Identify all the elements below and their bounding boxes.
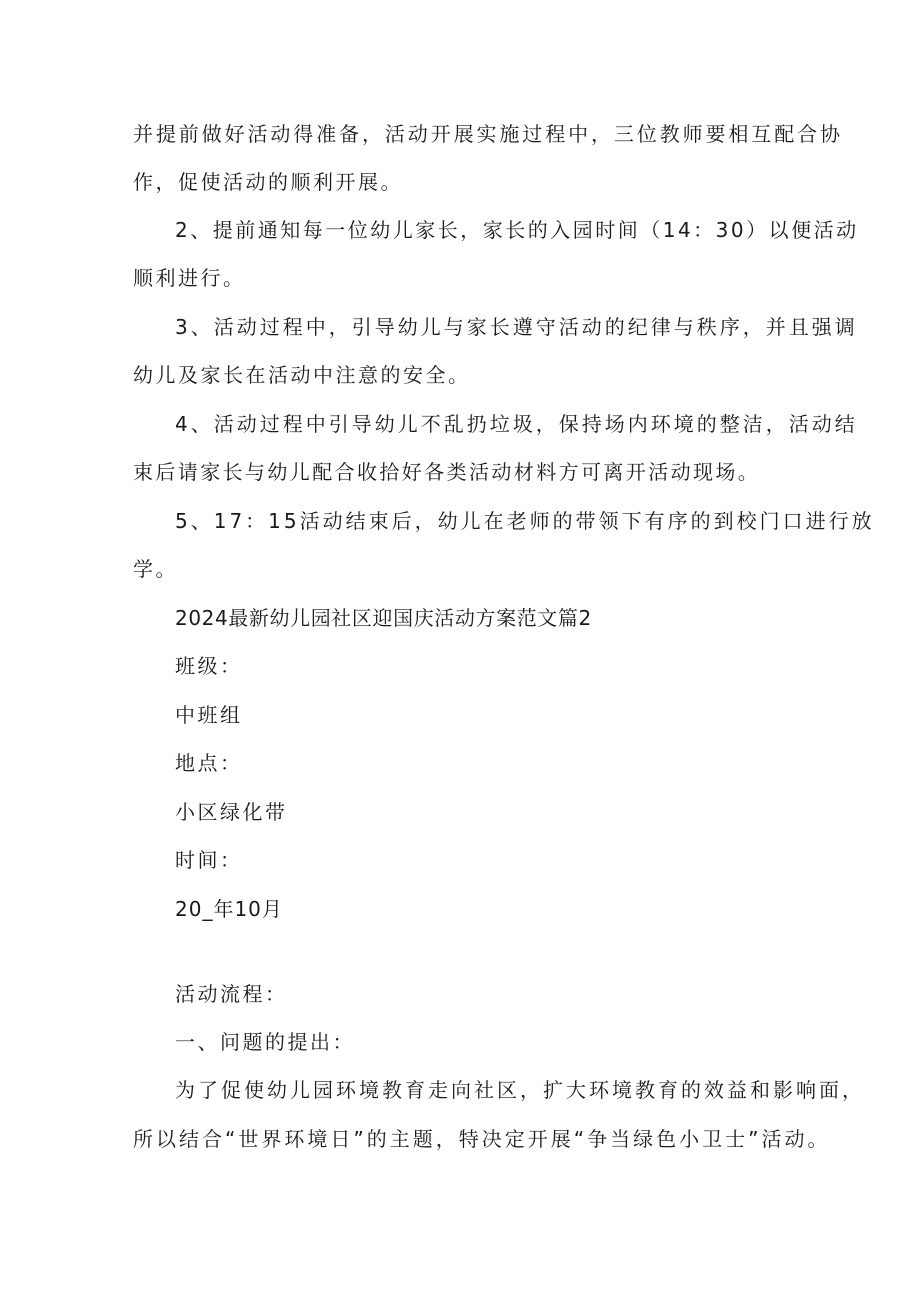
paragraph-line: 顺利进行。 — [133, 266, 246, 290]
field-label-class: 班级： — [175, 654, 243, 678]
section-heading: 2024最新幼儿园社区迎国庆活动方案范文篇2 — [175, 606, 592, 630]
paragraph-line: 学。 — [133, 557, 178, 581]
field-label-time: 时间： — [175, 848, 243, 872]
paragraph-line: 所以结合“世界环境日”的主题，特决定开展“争当绿色小卫士”活动。 — [133, 1127, 831, 1151]
field-label-location: 地点： — [175, 751, 243, 775]
paragraph-line: 5、17：15活动结束后，幼儿在老师的带领下有序的到校门口进行放 — [175, 509, 875, 533]
field-label-process: 活动流程： — [175, 982, 288, 1006]
paragraph-line: 为了促使幼儿园环境教育走向社区，扩大环境教育的效益和影响面， — [175, 1078, 865, 1102]
paragraph-line: 3、活动过程中，引导幼儿与家长遵守活动的纪律与秩序，并且强调 — [175, 315, 858, 339]
paragraph-line: 束后请家长与幼儿配合收拾好各类活动材料方可离开活动现场。 — [133, 460, 761, 484]
field-value-time: 20_年10月 — [175, 897, 283, 921]
paragraph-line: 4、活动过程中引导幼儿不乱扔垃圾，保持场内环境的整洁，活动结 — [175, 412, 858, 436]
paragraph-line: 并提前做好活动得准备，活动开展实施过程中，三位教师要相互配合协 — [133, 122, 843, 146]
paragraph-line: 作，促使活动的顺利开展。 — [133, 170, 403, 194]
paragraph-line: 幼儿及家长在活动中注意的安全。 — [133, 363, 471, 387]
subsection-heading: 一、问题的提出： — [175, 1030, 355, 1054]
field-value-class: 中班组 — [175, 703, 243, 727]
paragraph-line: 2、提前通知每一位幼儿家长，家长的入园时间（14：30）以便活动 — [175, 218, 859, 242]
field-value-location: 小区绿化带 — [175, 800, 288, 824]
